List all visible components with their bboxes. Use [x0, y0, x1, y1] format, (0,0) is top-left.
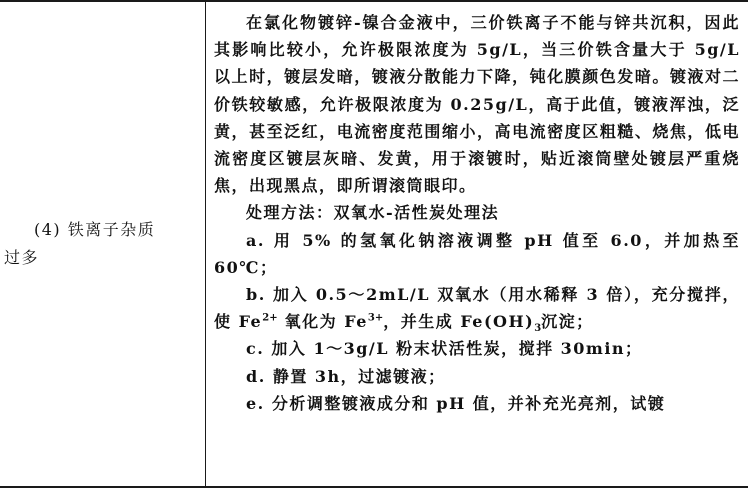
description-paragraph: 在氯化物镀锌-镍合金液中，三价铁离子不能与锌共沉积，因此其影响比较小，允许极限浓度为 5g/L，当三价铁含量大于 5g/L 以上时，镀层发暗，镀液分散能力下降，钝化膜颜色发暗。镀液对二价铁较敏感，允许极限浓度为 0.25g/L，高于此值，镀液浑浊，泛黄，甚至泛红，电流密度范围缩小，高电流密度区粗糙、烧焦，低电流密度区镀层灰暗、发黄，用于滚镀时，贴近滚筒壁处镀层严重烧焦，出现黑点，即所谓滚筒眼印。 [214, 13, 740, 196]
fe-charge-2: 2+ [262, 312, 278, 324]
method-label: 处理方法： [246, 203, 334, 223]
step-e: e. 分析调整镀液成分和 pH 值，并补充光亮剂，试镀 [246, 393, 666, 413]
row-label-line2: 过多 [4, 248, 40, 267]
step-a: a. 用 5% 的氢氧化钠溶液调整 pH 值至 6.0，并加热至 60℃； [214, 230, 740, 277]
method-name: 双氧水-活性炭处理法 [333, 203, 500, 223]
row-label-line1: (4) 铁离子杂质 [34, 220, 156, 239]
label-cell [0, 2, 206, 486]
step-d: d. 静置 3h，过滤镀液； [246, 366, 446, 386]
fe-charge-3: 3+ [367, 312, 384, 324]
hydroxide-subscript: 3 [534, 323, 542, 335]
step-c: c. 加入 1～3g/L 粉末状活性炭，搅拌 30min； [246, 339, 643, 359]
row-label [4, 216, 200, 272]
method-heading [214, 199, 740, 226]
content-cell [206, 2, 748, 486]
step-b: b. 加入 0.5～2mL/L 双氧水（用水稀释 3 倍），充分搅拌，使 $Fe^{2+}$ 氧化为 $Fe^{3+}$，并生成 $Fe(OH)_3$沉淀； [214, 285, 740, 335]
